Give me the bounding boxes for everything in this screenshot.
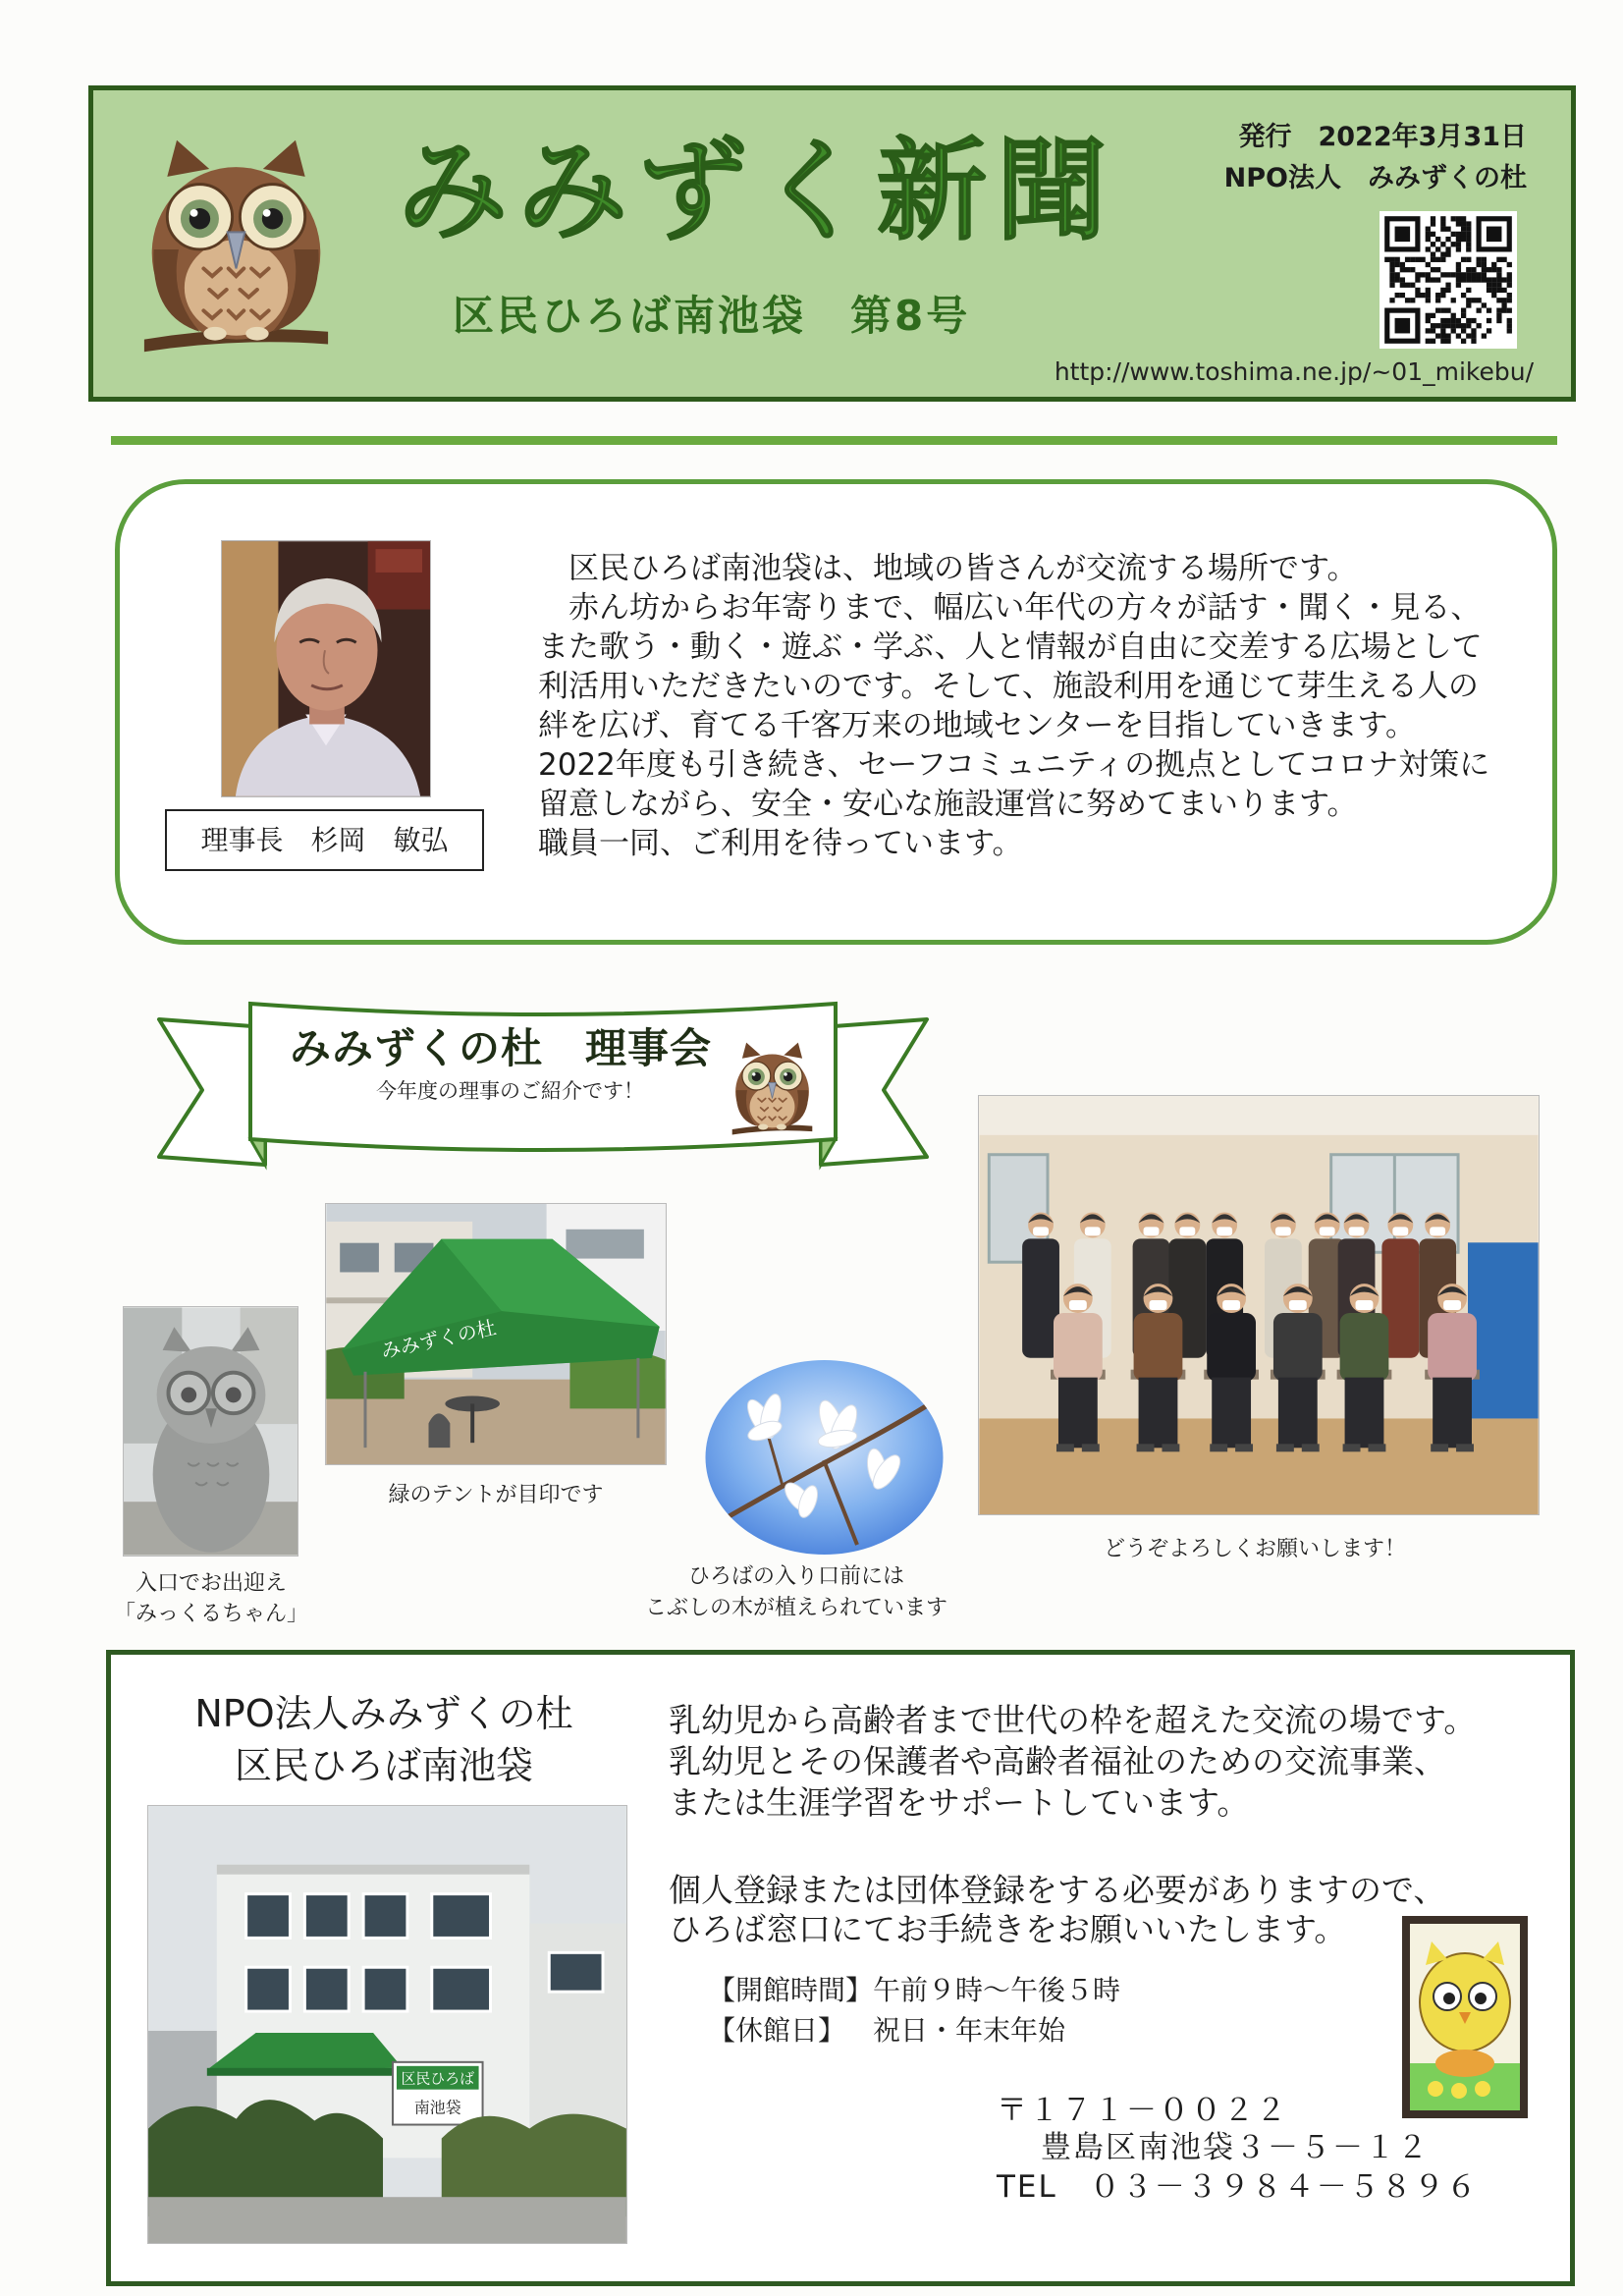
greeting-line: また歌う・動く・遊ぶ・学ぶ、人と情報が自由に交差する広場として bbox=[538, 629, 1483, 665]
board-banner-subtitle: 今年度の理事のご紹介です！ bbox=[376, 1079, 644, 1103]
newsletter-title: みみずく新聞 bbox=[398, 128, 1116, 255]
green-tent-photo bbox=[325, 1203, 667, 1465]
seated-person bbox=[1340, 1313, 1389, 1382]
mascot-image bbox=[1402, 1916, 1528, 2118]
opening-hours bbox=[708, 1970, 1120, 2050]
street-address: 豊島区南池袋３－５－１２ bbox=[1041, 2130, 1430, 2165]
magnolia-caption-line: ひろばの入り口前には bbox=[687, 1564, 904, 1589]
tent-caption: 緑のテントが目印です bbox=[388, 1483, 604, 1507]
seated-person bbox=[1054, 1313, 1103, 1382]
greeting-line: 区民ひろば南池袋は、地域の皆さんが交流する場所です。 bbox=[538, 551, 1358, 586]
statue-caption bbox=[93, 1568, 329, 1629]
facility-description bbox=[669, 1700, 1476, 1824]
seated-person bbox=[1273, 1313, 1323, 1382]
greeting-line: 絆を広げ、育てる千客万来の地域センターを目指していきます。 bbox=[538, 708, 1417, 743]
website-url: http://www.toshima.ne.jp/~01_mikebu/ bbox=[1054, 357, 1534, 386]
telephone-number: TEL ０３－３９８４－５８９６ bbox=[997, 2169, 1479, 2205]
ribbon-banner bbox=[155, 982, 931, 1174]
postal-code: 〒１７１－００２２ bbox=[997, 2093, 1288, 2128]
facility-info-box bbox=[106, 1650, 1575, 2286]
description-line: または生涯学習をサポートしています。 bbox=[669, 1783, 1250, 1822]
issue-subtitle: 区民ひろば南池袋 第8号 bbox=[453, 292, 971, 340]
divider-line bbox=[111, 436, 1557, 445]
building-sign-bottom: 南池袋 bbox=[413, 2098, 461, 2117]
statue-caption-line: 入口でお出迎え bbox=[135, 1571, 287, 1596]
greeting-line: 留意しながら、安全・安心な施設運営に努めてまいります。 bbox=[538, 787, 1358, 822]
owl-illustration bbox=[140, 133, 332, 361]
greeting-line: 2022年度も引き続き、セーフコミュニティの拠点としてコロナ対策に bbox=[538, 747, 1490, 783]
group-photo-caption: どうぞよろしくお願いします！ bbox=[1103, 1537, 1406, 1561]
building-photo bbox=[147, 1805, 627, 2244]
hours-label: 【開館時間】 bbox=[708, 1974, 874, 2006]
statue-caption-line: 「みっくるちゃん」 bbox=[113, 1602, 308, 1626]
closed-label: 【休館日】 bbox=[708, 2014, 846, 2047]
greeting-line: 赤ん坊からお年寄りまで、幅広い年代の方々が話す・聞く・見る、 bbox=[538, 590, 1482, 626]
tent-sign: みみずくの杜 bbox=[379, 1316, 499, 1363]
greeting-line: 利活用いただきたいのです。そして、施設利用を通じて芽生える人の bbox=[538, 669, 1479, 704]
greeting-line: 職員一同、ご利用を待っています。 bbox=[538, 826, 1023, 861]
magnolia-photo bbox=[704, 1358, 945, 1557]
greeting-text bbox=[538, 549, 1489, 863]
chairman-greeting bbox=[115, 479, 1557, 945]
owl-statue-photo bbox=[123, 1306, 298, 1557]
registration-line: 個人登録または団体登録をする必要がありますので、 bbox=[669, 1871, 1446, 1909]
organization-name: NPO法人みみずくの杜 bbox=[194, 1692, 573, 1735]
board-banner-title: みみずくの杜 理事会 bbox=[290, 1024, 713, 1072]
magnolia-caption bbox=[610, 1561, 983, 1624]
seated-person bbox=[1428, 1313, 1477, 1382]
chairman-photo bbox=[221, 540, 431, 797]
registration-line: ひろば窓口にてお手続きをお願いいたします。 bbox=[669, 1910, 1347, 1948]
building-sign-top: 区民ひろば bbox=[401, 2069, 475, 2088]
seated-person bbox=[1207, 1313, 1256, 1382]
hours-value: 午前９時～午後５時 bbox=[873, 1974, 1121, 2006]
description-line: 乳幼児から高齢者まで世代の枠を超えた交流の場です。 bbox=[669, 1701, 1477, 1739]
issue-date: 発行 2022年3月31日 bbox=[1238, 122, 1527, 152]
facility-name: 区民ひろば南池袋 bbox=[234, 1744, 533, 1787]
board-members-group-photo bbox=[978, 1095, 1540, 1515]
masthead bbox=[88, 85, 1576, 402]
magnolia-caption-line: こぶしの木が植えられています bbox=[644, 1596, 947, 1620]
closed-value: 祝日・年末年始 bbox=[873, 2014, 1066, 2047]
description-line: 乳幼児とその保護者や高齢者福祉のための交流事業、 bbox=[669, 1742, 1446, 1780]
chairman-caption: 理事長 杉岡 敏弘 bbox=[165, 809, 484, 871]
small-owl-illustration bbox=[730, 1040, 814, 1138]
qr-code bbox=[1380, 211, 1517, 349]
seated-person bbox=[1134, 1313, 1183, 1382]
publisher-name: NPO法人 みみずくの杜 bbox=[1223, 163, 1527, 193]
registration-note bbox=[669, 1871, 1445, 1949]
